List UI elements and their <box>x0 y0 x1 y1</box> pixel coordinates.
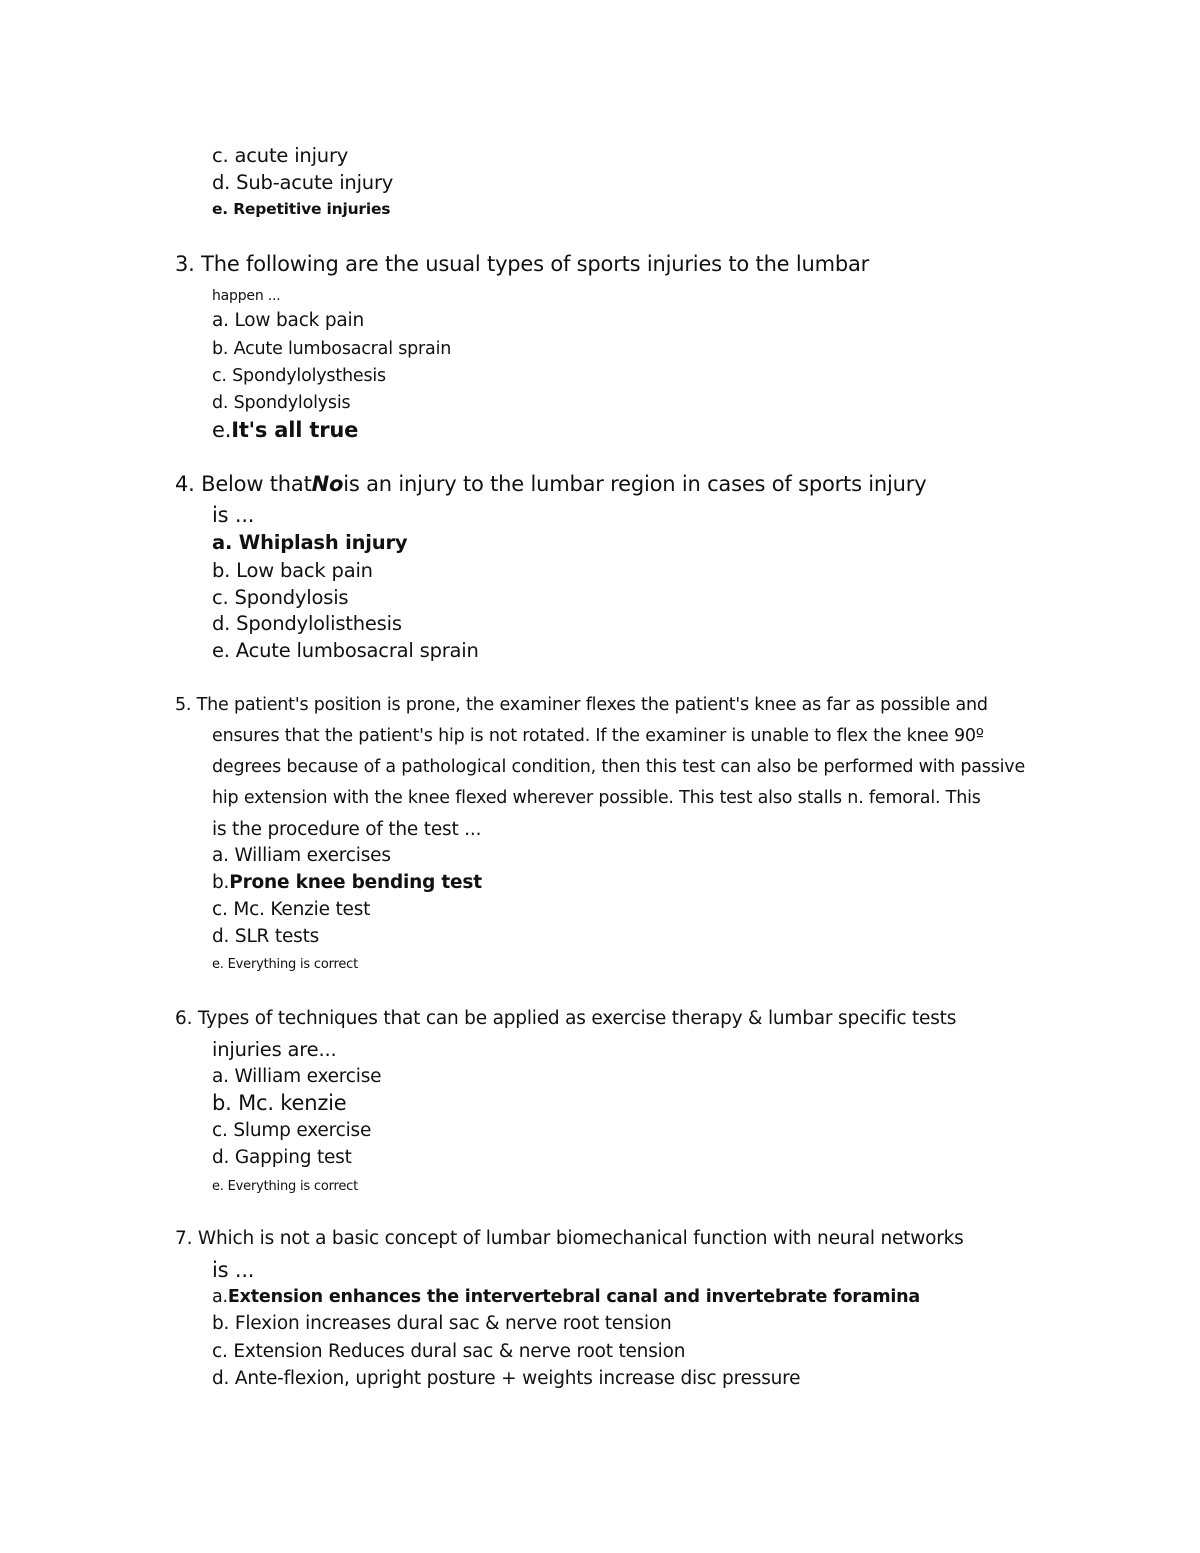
q7-option-a-prefix: a. <box>212 1287 228 1307</box>
q5-option-d: d. SLR tests <box>212 926 320 947</box>
q4-option-c: c. Spondylosis <box>212 586 349 609</box>
q4-stem-post: is an injury to the lumbar region in cases of sports injury <box>343 472 927 496</box>
q6-option-e: e. Everything is correct <box>212 1179 359 1194</box>
q3-option-e-prefix: e. <box>212 418 232 442</box>
q3-stem: 3. The following are the usual types of sports injuries to the lumbar <box>175 252 870 276</box>
q5-option-b-answer: Prone knee bending test <box>229 872 482 893</box>
q3-option-b: b. Acute lumbosacral sprain <box>212 339 452 359</box>
q5-option-e: e. Everything is correct <box>212 957 359 972</box>
q4-option-b: b. Low back pain <box>212 559 373 582</box>
q3-option-c: c. Spondylolysthesis <box>212 366 386 386</box>
q5-stem-line-4: hip extension with the knee flexed wherever possible. This test also stalls n. femoral. This <box>212 788 981 808</box>
q7-stem-line-1: 7. Which is not a basic concept of lumbar biomechanical function with neural networks <box>175 1228 964 1249</box>
q4-stem <box>175 474 926 495</box>
q5-option-b-prefix: b. <box>212 872 230 893</box>
q4-stem-pre: 4. Below that <box>175 472 312 496</box>
q3-option-e <box>212 420 358 441</box>
q7-option-d: d. Ante-flexion, upright posture + weights increase disc pressure <box>212 1368 801 1389</box>
q4-stem-continued: is ... <box>212 503 255 527</box>
q5-option-b <box>212 874 482 893</box>
q7-option-a <box>212 1289 920 1307</box>
q6-stem-line-2: injuries are... <box>212 1038 337 1061</box>
q7-option-a-answer: Extension enhances the intervertebral canal and invertebrate foramina <box>227 1287 921 1307</box>
q4-option-a-answer: a. Whiplash injury <box>212 531 408 554</box>
q6-option-b: b. Mc. kenzie <box>212 1091 347 1115</box>
q3-option-d: d. Spondylolysis <box>212 393 351 413</box>
q6-option-a: a. William exercise <box>212 1066 382 1087</box>
q7-option-b: b. Flexion increases dural sac & nerve root tension <box>212 1313 672 1334</box>
q7-option-c: c. Extension Reduces dural sac & nerve root tension <box>212 1341 686 1362</box>
q5-option-c: c. Mc. Kenzie test <box>212 899 371 920</box>
q2-option-e-answer: e. Repetitive injuries <box>212 200 391 218</box>
q6-stem-line-1: 6. Types of techniques that can be applied as exercise therapy & lumbar specific tests <box>175 1008 957 1029</box>
q5-stem-line-1: 5. The patient's position is prone, the examiner flexes the patient's knee as far as possible and <box>175 695 988 715</box>
q4-stem-emphasis: No <box>311 472 344 496</box>
q6-option-d: d. Gapping test <box>212 1147 352 1168</box>
q4-option-d: d. Spondylolisthesis <box>212 612 402 635</box>
q2-option-d: d. Sub-acute injury <box>212 171 394 194</box>
q7-stem-line-2: is ... <box>212 1258 255 1282</box>
q3-option-e-answer: It's all true <box>231 418 359 442</box>
q3-stem-continued: happen ... <box>212 288 281 304</box>
q5-stem-line-2: ensures that the patient's hip is not rotated. If the examiner is unable to flex the knee 90º <box>212 726 984 746</box>
q6-option-c: c. Slump exercise <box>212 1120 372 1141</box>
q5-stem-line-5: is the procedure of the test ... <box>212 819 482 840</box>
q2-option-c: c. acute injury <box>212 144 349 167</box>
q4-option-e: e. Acute lumbosacral sprain <box>212 639 479 662</box>
q5-option-a: a. William exercises <box>212 845 391 866</box>
q3-option-a: a. Low back pain <box>212 310 364 331</box>
q5-stem-line-3: degrees because of a pathological condition, then this test can also be performed with passive <box>212 757 1026 777</box>
